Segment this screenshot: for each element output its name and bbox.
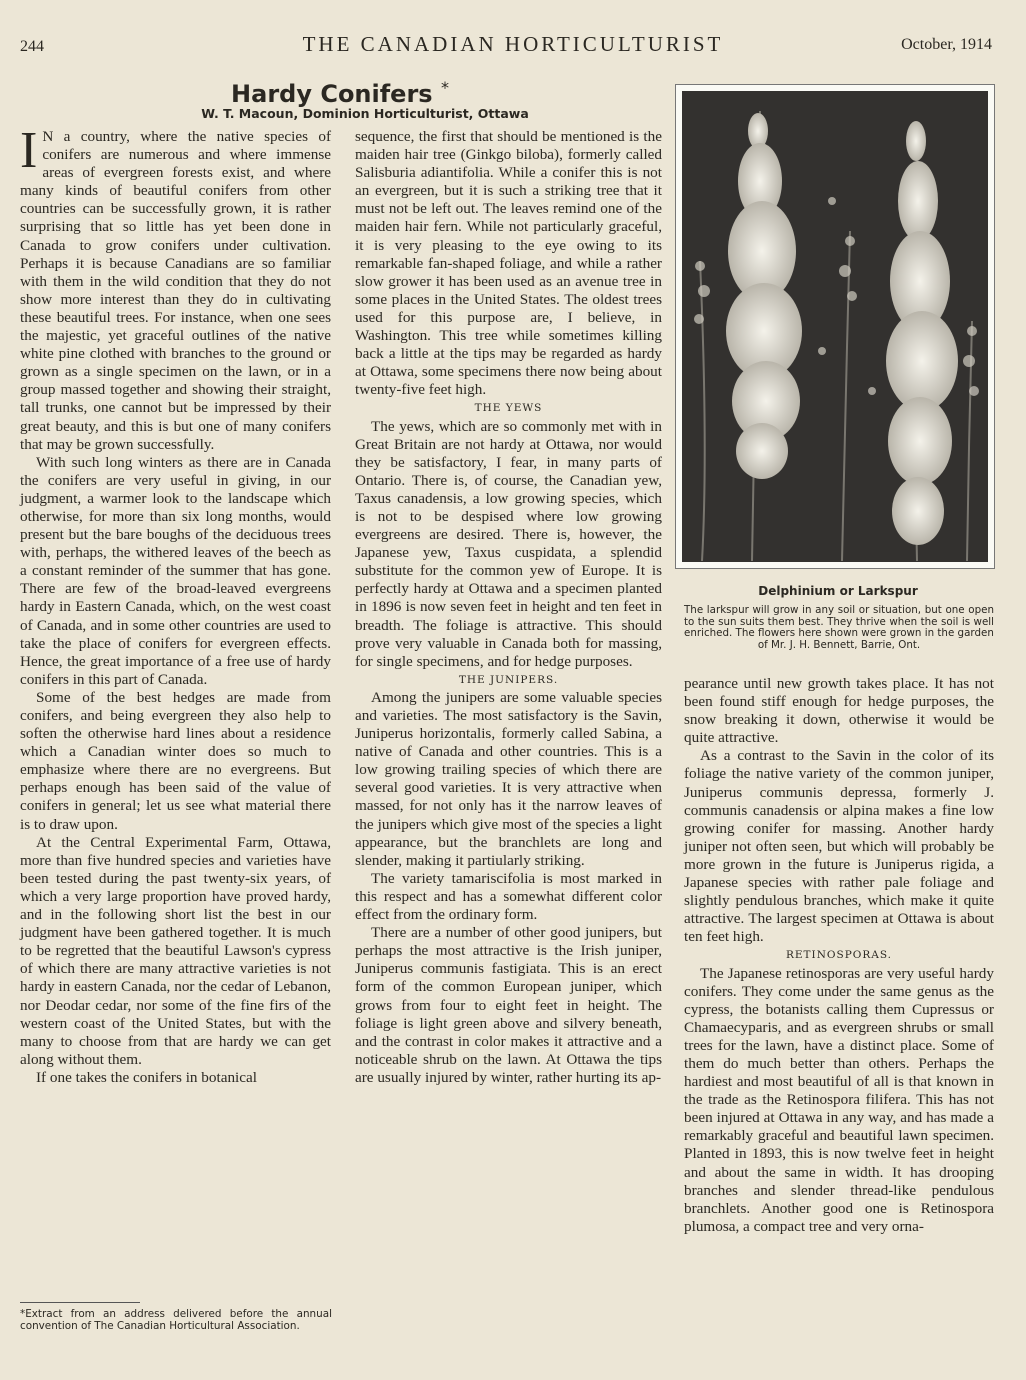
paragraph (20, 122, 331, 454)
paragraph: As a contrast to the Savin in the color of its foliage the native variety of the common juniper, Juniperus communis depressa, formerly J. communis canadensis or alpina makes a fine low growing conifer for massing. Another hardy juniper not often seen, but which will probably be more grown in the future is Juniperus rigida, a Japanese species with rather pale foliage and slightly pendulous branches, which make it quite attractive. The largest specimen at Ottawa is about ten feet high. (684, 747, 994, 946)
section-heading-yews: THE YEWS (474, 402, 543, 415)
issue-date: October, 1914 (901, 36, 992, 53)
footnote-marker: * (440, 78, 449, 97)
paragraph: If one takes the conifers in botanical (36, 1068, 257, 1086)
delphinium-photo (675, 84, 995, 569)
footnote-divider (20, 1302, 140, 1303)
journal-title: THE CANADIAN HORTICULTURIST (302, 32, 724, 56)
paragraph: pearance until new growth takes place. It has not been found stiff enough for hedge purposes, the snow breaking it down, otherwise it would be quite attractive. (684, 675, 994, 747)
paragraph-text: N a country, where the native species of conifers are numerous and where immense areas of evergreen forests exist, and where many kinds of beautiful conifers from other countries can be successfully grown, it is rather surprising that so little has yet been done in Canada to grow conifers under cultivation. Perhaps it is because Canadians are so familiar with them in the wild condition that they do not show more interest than they do in cultivating these beautiful trees. For instance, when one sees the majestic, yet graceful outlines of the native white pine clothed with branches to the ground or grown as a single specimen on the lawn, or in a group massed together and showing their straight, tall trunks, one cannot but be impressed by their great beauty, and this is but one of many conifers that may be grown successfully. (20, 128, 331, 453)
page-number: 244 (20, 38, 44, 55)
figure-caption-title: Delphinium or Larkspur (758, 584, 918, 598)
article-title (20, 78, 660, 108)
figure-caption (684, 605, 994, 651)
paragraph: sequence, the first that should be mentioned is the maiden hair tree (Ginkgo biloba), formerly called Salisburia adiantifolia. While a conifer this is not an evergreen, but it is such a striking tree that it must not be left out. The leaves remind one of the maiden hair fern. While not particularly graceful, it is very pleasing to the eye owing to its remarkable fan-shaped foliage, and while a rather slow grower it has been used as an avenue tree in some places in the United States. The oldest trees used for this purpose are, I believe, in Washington. This tree while sometimes killing back a little at the tips may be regarded as hardy at Ottawa, some specimens there now being about twenty-five feet high. (355, 128, 662, 399)
paragraph: At the Central Experimental Farm, Ottawa, more than five hundred species and varieties have been tested during the past twenty-six years, of which a very large proportion have proved hardy, and in the following short list the best in our judgment have been gathered together. It is much to be regretted that the beautiful Lawson's cypress of which there are many attractive varieties is not hardy in eastern Canada, nor the cedar of Lebanon, nor Deodar cedar, nor some of the fine firs of the western coast of the United States, but with the many to choose from that are hardy we can get along without them. (20, 833, 331, 1068)
paragraph: There are a number of other good junipers, but perhaps the most attractive is the Irish juniper, Juniperus communis fastigiata. This is an erect form of the common European juniper, which grows from four to eight feet in height. The foliage is light green above and silvery beneath, and the contrast in color makes it attractive and a noticeable shrub on the lawn. At Ottawa the tips are usually injured by winter, rather hurting its ap- (355, 924, 662, 1086)
paragraph: The variety tamariscifolia is most marked in this respect and has a somewhat different color effect from the ordinary form. (355, 869, 662, 924)
page-header (0, 32, 1026, 62)
footnote: *Extract from an address delivered before the annual convention of The Canadian Horticultural Association. (20, 1308, 332, 1332)
article-author: W. T. Macoun, Dominion Horticulturist, Ottawa (201, 106, 529, 121)
paragraph: Some of the best hedges are made from conifers, and being evergreen they also help to soften the otherwise hard lines about a residence which a Canadian winter does so much to emphasize where there are no evergreens. But perhaps enough has been said of the value of conifers in general; let us see what material there is to draw upon. (20, 688, 331, 833)
paragraph: With such long winters as there are in Canada the conifers are very useful in giving, in our judgment, a warmer look to the landscape which otherwise, for more than six long months, would present but the bare boughs of the deciduous trees with, perhaps, the withered leaves of the beech as a constant reminder of the summer that has gone. There are few of the broad-leaved evergreens hardy in Eastern Canada, which, on the west coast of Canada, and in some other countries are used to take the place of conifers for evergreen effects. Hence, the great importance of a free use of hardy conifers in this part of Canada. (20, 453, 331, 688)
drop-cap: I (20, 122, 38, 179)
paragraph: The yews, which are so commonly met with in Great Britain are not hardy at Ottawa, nor would they be satisfactory, I fear, in many parts of Ontario. There is, of course, the Canadian yew, Taxus canadensis, a low growing species, which is not to be despised where low growing evergreens are desired. There is, however, the Japanese yew, Taxus cuspidata, a splendid substitute for the common yew of Europe. It is perfectly hardy at Ottawa and a specimen planted in 1896 is now seven feet in height and ten feet in breadth. The foliage is attractive. This should prove very valuable in Canada both for massing, for single specimens, and for hedge purposes. (355, 417, 662, 670)
column-3 (684, 675, 994, 1236)
figure-caption-credit: of Mr. J. H. Bennett, Barrie, Ont. (757, 638, 921, 651)
paragraph: Among the junipers are some valuable species and varieties. The most satisfactory is the Savin, Juniperus horizontalis, formerly called Sabina, a native of Canada and other countries. This is a low growing trailing species of which there are several good varieties. It is very attractive when massed, for not only has it the narrow leaves of the junipers which give most of the species a light appearance, but the branchlets are long and slender, making it partiularly striking. (355, 688, 662, 869)
column-2 (355, 128, 662, 1087)
section-heading-retinosporas: RETINOSPORAS. (785, 949, 893, 962)
section-heading-junipers: THE JUNIPERS. (458, 673, 559, 686)
figure-caption-text: The larkspur will grow in any soil or situation, but one open to the sun suits them best. They thrive when the soil is well enriched. The flowers here shown were grown in the garden (684, 604, 994, 640)
column-1 (20, 122, 331, 1087)
delphinium-image (682, 91, 988, 562)
article-title-text: Hardy Conifers (231, 80, 433, 108)
paragraph: The Japanese retinosporas are very useful hardy conifers. They come under the same genus as the cypress, the botanists calling them Cupressus or Chamaecyparis, and as evergreen shrubs or small trees for the lawn, have a distinct place. Some of them do much better than others. Perhaps the hardiest and most beautiful of all is that known in the trade as the Retinospora filifera. This has not been injured at Ottawa in any way, and has made a remarkably graceful and beautiful lawn specimen. Planted in 1893, this is now twelve feet in height and about the same in width. It has drooping branches and slender thread-like pendulous branchlets. Another good one is Retinospora plumosa, a compact tree and very orna- (684, 964, 994, 1235)
